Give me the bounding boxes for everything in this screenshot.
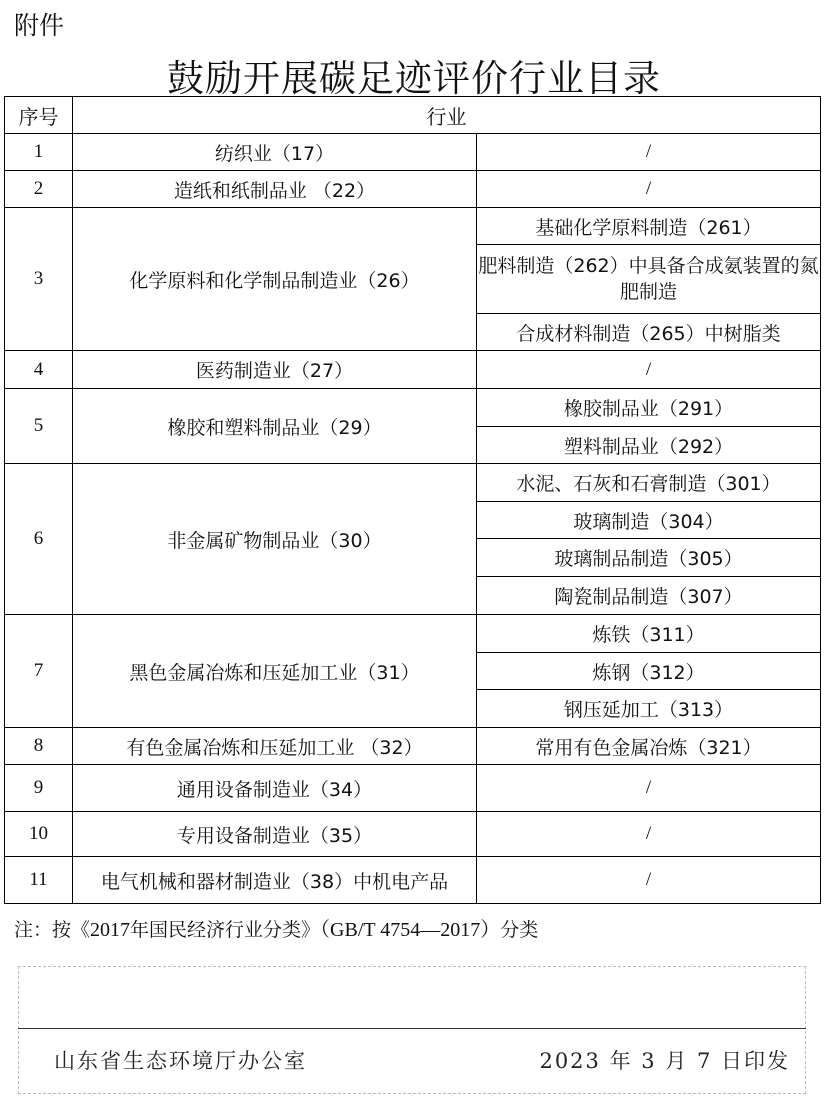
row-seq: 9: [5, 765, 73, 812]
table-row: [5, 351, 821, 389]
row-sub-industry: 钢压延加工（313）: [477, 690, 821, 728]
row-sub-industry: 基础化学原料制造（261）: [477, 208, 821, 245]
row-sub-industry: /: [477, 171, 821, 208]
row-industry: 黑色金属冶炼和压延加工业（31）: [73, 615, 477, 728]
document-title: 鼓励开展碳足迹评价行业目录: [167, 57, 661, 100]
table-row: [5, 615, 821, 653]
row-seq: 8: [5, 728, 73, 765]
table-row: [5, 728, 821, 765]
table-row: [5, 857, 821, 904]
row-seq: 4: [5, 351, 73, 389]
row-industry: 化学原料和化学制品制造业（26）: [73, 208, 477, 351]
row-sub-industry: 合成材料制造（265）中树脂类: [477, 314, 821, 351]
table-row: [5, 389, 821, 427]
footer-issue-date: 2023 年 3 月 7 日印发: [539, 1049, 790, 1073]
row-sub-industry: /: [477, 134, 821, 171]
row-seq: 2: [5, 171, 73, 208]
row-seq: 10: [5, 812, 73, 857]
row-sub-industry: /: [477, 812, 821, 857]
footer-divider: [18, 1028, 806, 1029]
table-note: [14, 913, 538, 942]
row-sub-industry: /: [477, 857, 821, 904]
table-row: [5, 464, 821, 502]
annex-label: 附件: [14, 11, 65, 40]
note-standard-year: 2017: [90, 919, 131, 941]
industry-table: [4, 96, 821, 904]
row-sub-industry: 炼铁（311）: [477, 615, 821, 653]
row-seq: 7: [5, 615, 73, 728]
row-sub-industry: 玻璃制品制造（305）: [477, 539, 821, 577]
table-header-row: [5, 97, 821, 134]
row-seq: 5: [5, 389, 73, 464]
row-seq: 11: [5, 857, 73, 904]
note-prefix: 注：按《: [14, 919, 91, 941]
row-industry: 橡胶和塑料制品业（29）: [73, 389, 477, 464]
table-row: [5, 208, 821, 245]
row-seq: 6: [5, 464, 73, 615]
table-row: [5, 812, 821, 857]
row-industry: 专用设备制造业（35）: [73, 812, 477, 857]
row-sub-industry: 肥料制造（262）中具备合成氨装置的氮肥制造: [477, 245, 821, 314]
note-suffix: 分类: [500, 919, 539, 941]
row-sub-industry: 橡胶制品业（291）: [477, 389, 821, 427]
row-sub-industry: 炼钢（312）: [477, 653, 821, 690]
header-industry: 行业: [73, 97, 821, 134]
header-seq: 序号: [5, 97, 73, 134]
row-industry: 通用设备制造业（34）: [73, 765, 477, 812]
row-industry: 有色金属冶炼和压延加工业 （32）: [73, 728, 477, 765]
table-row: [5, 171, 821, 208]
row-sub-industry: /: [477, 351, 821, 389]
row-industry: 非金属矿物制品业（30）: [73, 464, 477, 615]
table-row: [5, 134, 821, 171]
table-row: [5, 765, 821, 812]
note-standard-code: （GB/T 4754—2017）: [320, 919, 501, 941]
row-sub-industry: 玻璃制造（304）: [477, 502, 821, 539]
note-middle: 年国民经济行业分类》: [130, 919, 321, 941]
row-sub-industry: 常用有色金属冶炼（321）: [477, 728, 821, 765]
row-seq: 3: [5, 208, 73, 351]
row-sub-industry: 塑料制品业（292）: [477, 427, 821, 464]
row-industry: 医药制造业（27）: [73, 351, 477, 389]
row-industry: 纺织业（17）: [73, 134, 477, 171]
row-sub-industry: /: [477, 765, 821, 812]
footer-issuer: 山东省生态环境厅办公室: [54, 1049, 307, 1073]
row-sub-industry: 水泥、石灰和石膏制造（301）: [477, 464, 821, 502]
row-seq: 1: [5, 134, 73, 171]
row-industry: 造纸和纸制品业 （22）: [73, 171, 477, 208]
row-sub-industry: 陶瓷制品制造（307）: [477, 577, 821, 615]
row-industry: 电气机械和器材制造业（38）中机电产品: [73, 857, 477, 904]
